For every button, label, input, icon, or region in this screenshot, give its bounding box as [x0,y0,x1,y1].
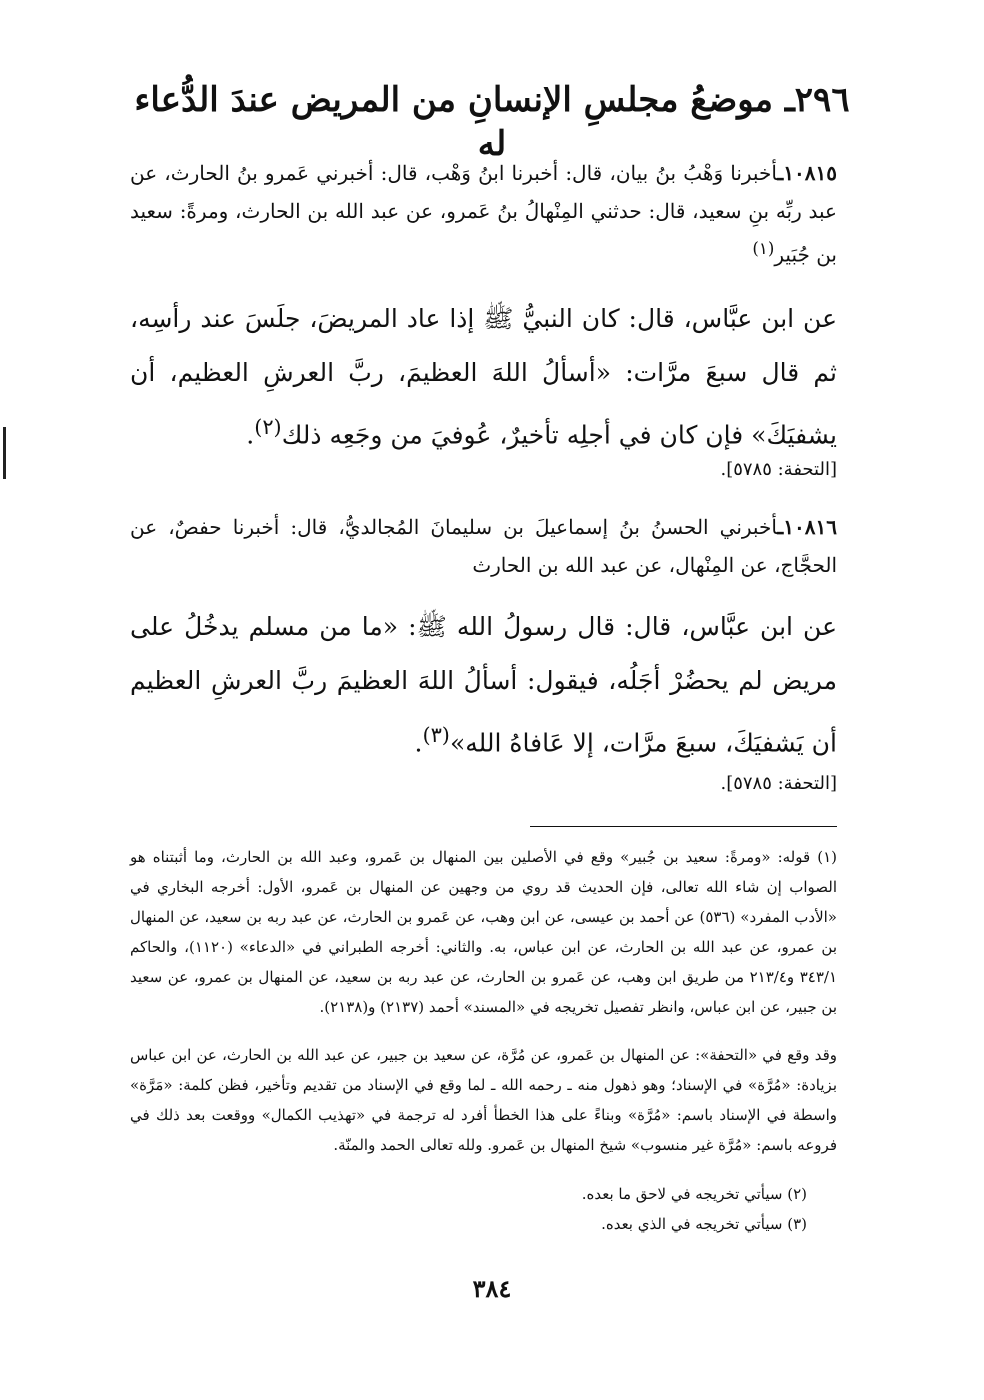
hadith-10815-chain [130,154,837,274]
chapter-title: ٢٩٦ـ موضعُ مجلسِ الإنسانِ من المريض عندَ الدُّعاء له [134,80,850,165]
hadith-10815-chain-text: أخبرنا وَهْبُ بنُ بيان، قال: أخبرنا ابنُ وَهْب، قال: أخبرني عَمرو بنُ الحارث، عن عبد ربِّه بنِ سعيد، قال: حدثني المِنْهالُ بنُ عَمرو، عن عبد الله بن الحارث، ومرةً: سعيد بن جُبَير [130,161,837,267]
hadith-10816-number: ١٠٨١٦ـ [777,515,837,539]
hadith-10815-text [130,292,837,462]
hadith-10815-body: عن ابن عبَّاس، قال: كان النبيُّ ﷺ إذا عاد المريضَ، جلَسَ عند رأسِه، ثم قال سبعَ مرَّات: «أسألُ اللهَ العظيمَ، ربَّ العرشِ العظيم، أن يشفيَكَ» فإن كان في أجلِه تأخيرٌ، عُوفيَ من وجَعِه ذلك [130,304,837,450]
hadith-10816-chain [130,508,837,584]
footnote-ref-3: (٣) [422,723,450,747]
tuhfa-ref-10815: [التحفة: ٥٧٨٥]. [720,459,837,480]
footnote-1-part-2: وقد وقع في «التحفة»: عن المنهال بن عَمرو، عن مُرَّة، عن سعيد بن جبير، عن عبد الله بن الحارث، عن ابن عباس بزيادة: «مُرَّة» في الإسناد؛ وهو ذهول منه ـ رحمه الله ـ لما وقع في الإسناد من تقديم وتأخير، فظن كلمة: «مَرَّة» واسطة في الإسناد باسم: «مُرَّة» وبناءً على هذا الخطأ أفرد له ترجمة في «تهذيب الكمال» ووقعت بعد ذلك في فروعه باسم: «مُرَّة غير منسوب» شيخ المنهال بن عَمرو. ولله تعالى الحمد والمنّة. [130,1046,837,1154]
hadith-10815-end: . [246,420,255,450]
footnote-1-part-1: (١) قوله: «ومرةً: سعيد بن جُبير» وقع في الأصلين بين المنهال بن عَمرو، وعبد الله بن الحارث، وما أثبتناه هو الصواب إن شاء الله تعالى، فإن الحديث قد روي من وجهين عن المنهال بن عَمرو، الأول: أخرجه البخاري في «الأدب المفرد» (٥٣٦) عن أحمد بن عيسى، عن ابن وهب، عن عَمرو بن الحارث، عن عبد ربه بن سعيد، عن المنهال بن عمرو، عن عبد الله بن الحارث، عن ابن عباس، به. والثاني: أخرجه الطبراني في «الدعاء» (١١٢٠)، والحاكم ٣٤٣/١ و٢١٣/٤ من طريق ابن وهب، عن عَمرو بن الحارث، عن عبد ربه بن سعيد، عن المنهال بن عمرو، عن سعيد بن جبير، عن ابن عباس، وانظر تفصيل تخريجه في «المسند» أحمد (٢١٣٧) و(٢١٣٨). [130,848,838,1016]
page-number: ٣٨٤ [472,1274,512,1303]
hadith-10815-number: ١٠٨١٥ـ [777,161,837,185]
hadith-10816-chain-text: أخبرني الحسنُ بنُ إسماعيلَ بن سليمانَ المُجالديُّ، قال: أخبرنا حفصٌ، عن الحجَّاج، عن المِنْهال، عن عبد الله بن الحارث [130,515,837,577]
footnote-2: (٢) سيأتي تخريجه في لاحق ما بعده. [581,1185,807,1203]
margin-mark [3,427,6,479]
hadith-10816-body: عن ابن عبَّاس، قال: قال رسولُ الله ﷺ: «ما من مسلم يدخُلُ على مريض لم يحضُرْ أجَلُه، فيقول: أسألُ اللهَ العظيمَ ربَّ العرشِ العظيم أن يَشفيَكَ، سبعَ مرَّات، إلا عَافاهُ الله» [130,612,837,758]
hadith-10816-text [130,600,837,770]
footnote-ref-2: (٢) [254,415,282,439]
footnote-divider [530,826,837,827]
tuhfa-ref-10816: [التحفة: ٥٧٨٥]. [720,773,837,794]
footnote-ref-1: (١) [752,239,775,258]
footnote-3: (٣) سيأتي تخريجه في الذي بعده. [601,1215,807,1233]
hadith-10816-end: . [414,728,423,758]
